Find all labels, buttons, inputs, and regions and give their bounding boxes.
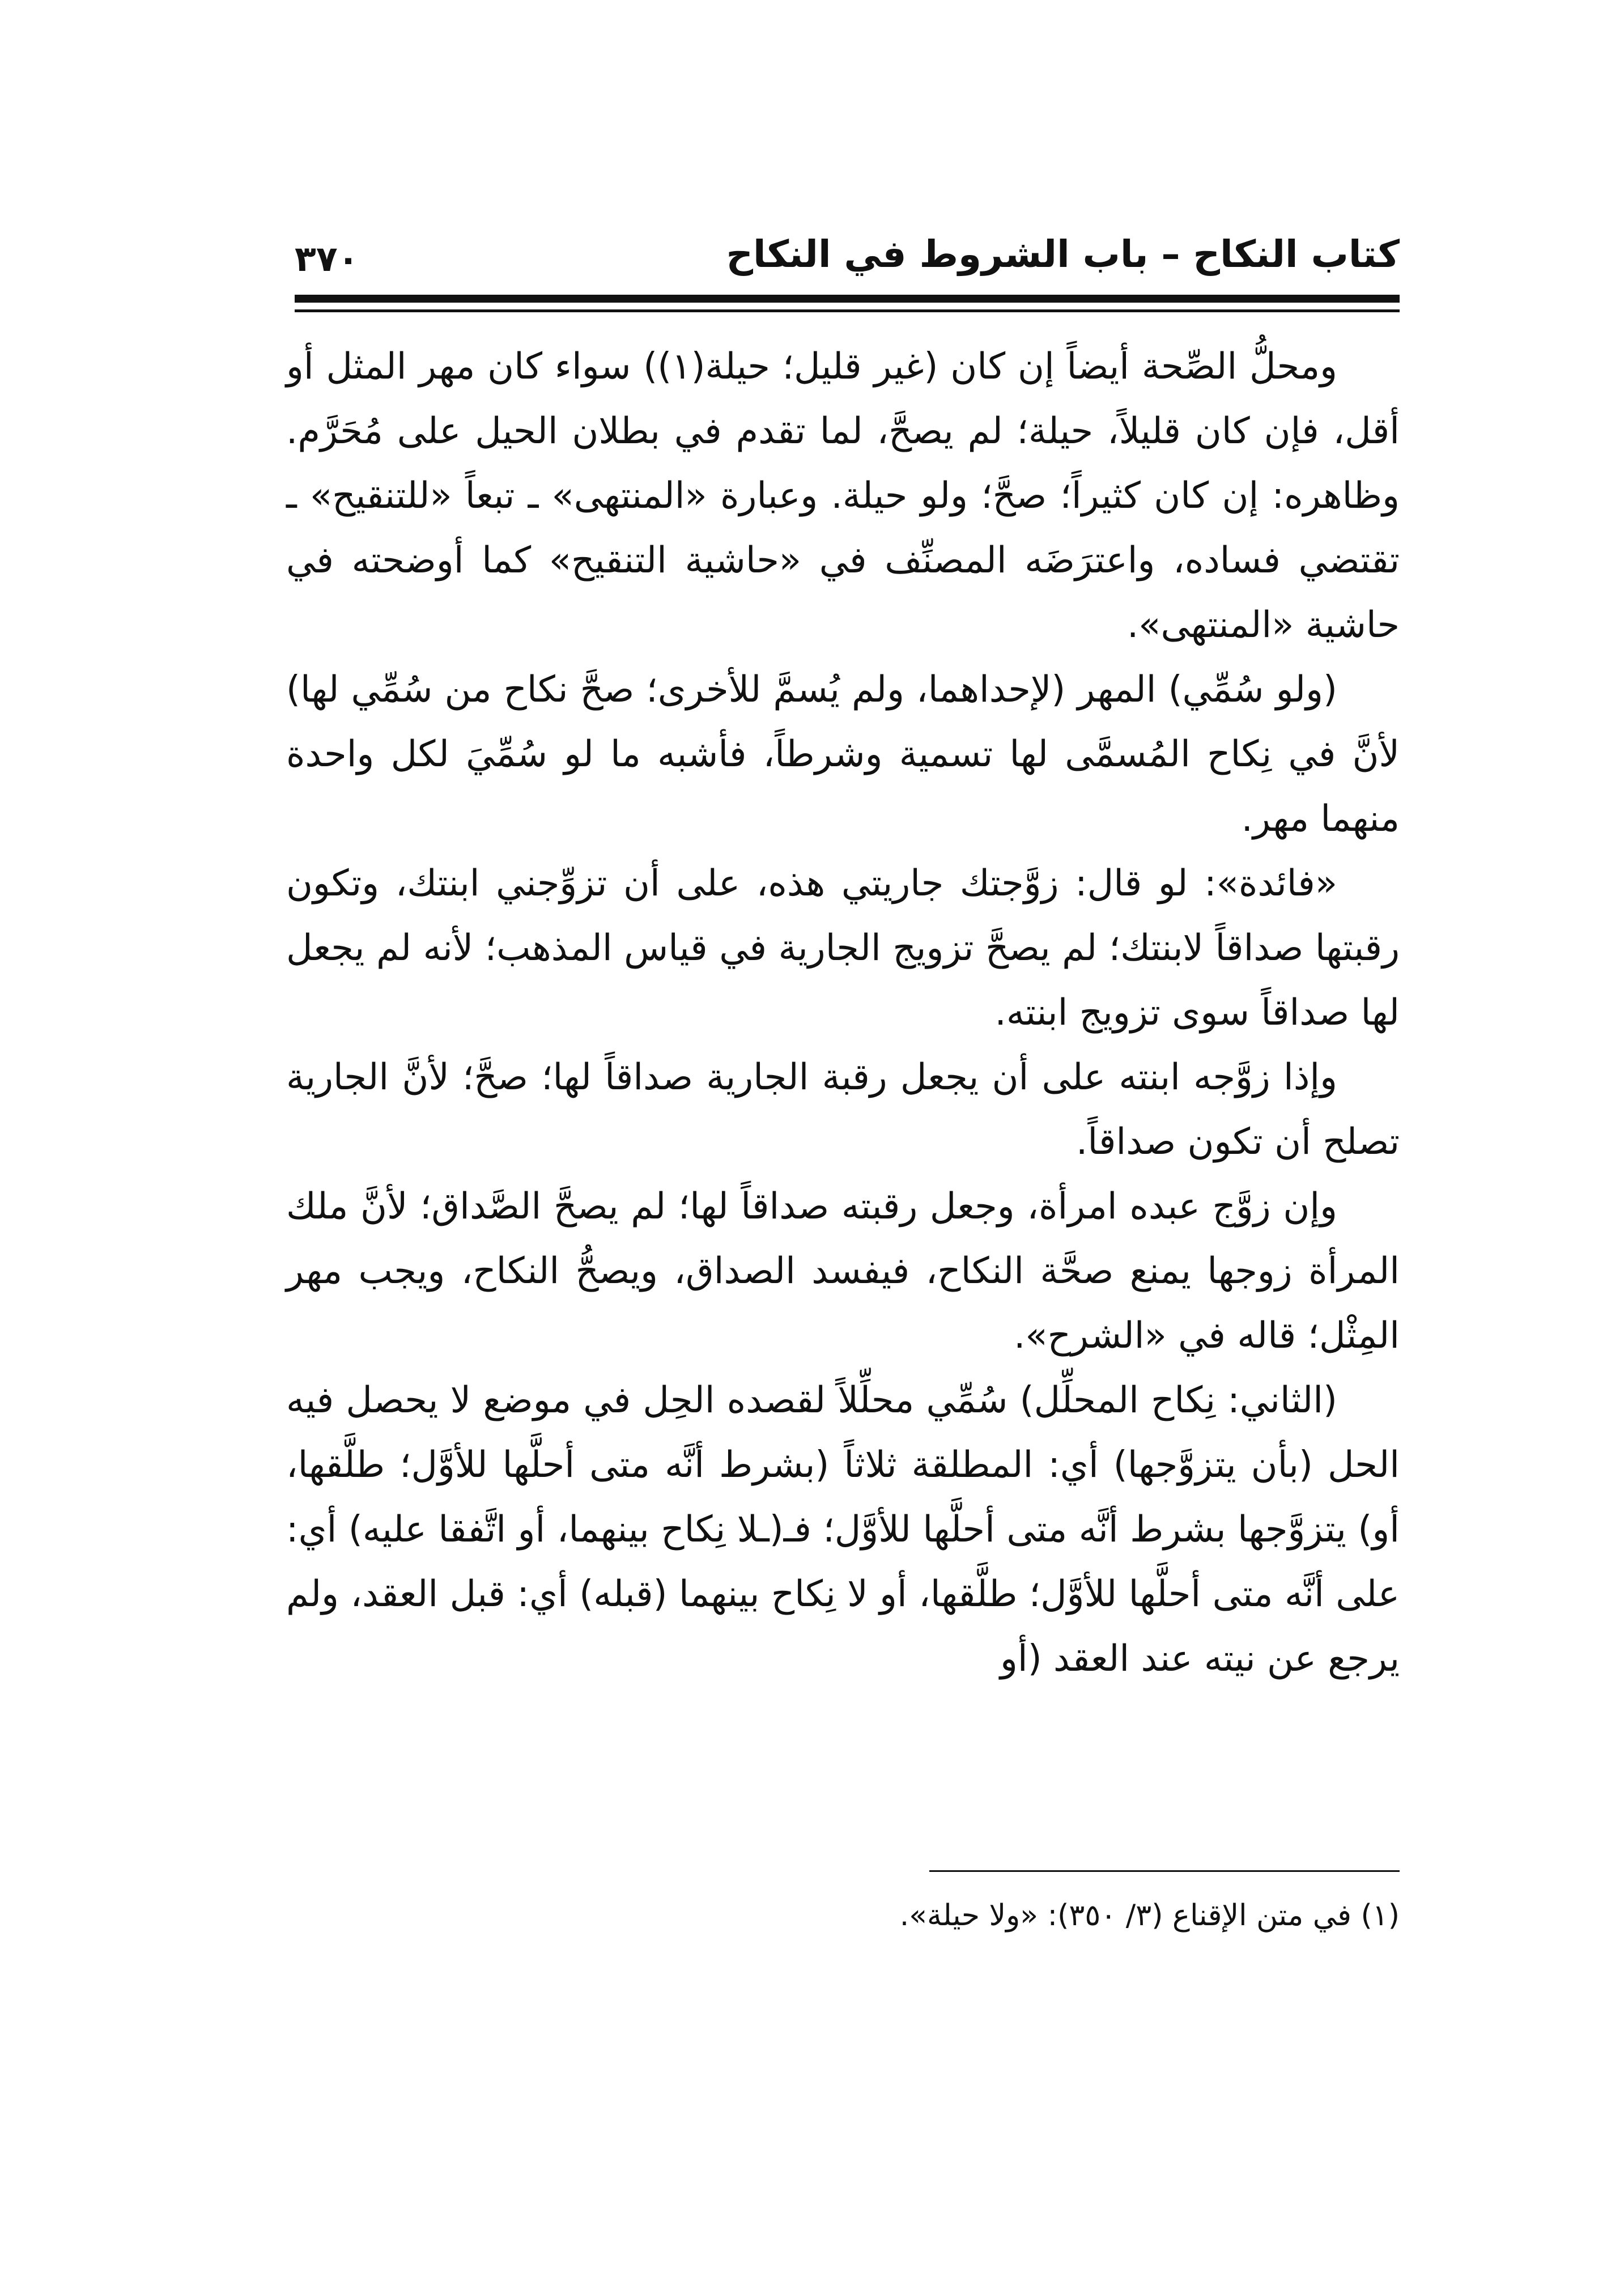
main-text bbox=[286, 334, 1400, 1691]
paragraph: وإن زوَّج عبده امرأة، وجعل رقبته صداقاً لها؛ لم يصحَّ الصَّداق؛ لأنَّ ملك المرأة زوجها يمنع صحَّة النكاح، فيفسد الصداق، ويصحُّ النكاح، ويجب مهر المِثْل؛ قاله في «الشرح». bbox=[286, 1186, 1400, 1357]
footnote: (١) في متن الإقناع (٣/ ٣٥٠): «ولا حيلة». bbox=[899, 1899, 1400, 1933]
paragraph: (الثاني: نِكاح المحلِّل) سُمِّي محلِّلاً لقصده الحِل في موضع لا يحصل فيه الحل (بأن يتزوَّجها) أي: المطلقة ثلاثاً (بشرط أنَّه متى أحلَّها للأوَّل؛ طلَّقها، أو) يتزوَّجها بشرط أنَّه متى أحلَّها للأوَّل؛ فـ(ـلا نِكاح بينهما، أو اتَّفقا عليه) أي: على أنَّه متى أحلَّها للأوَّل؛ طلَّقها، أو لا نِكاح بينهما (قبله) أي: قبل العقد، ولم يرجع عن نيته عند العقد (أو bbox=[286, 1379, 1400, 1680]
header-rule-thin bbox=[295, 309, 1400, 312]
footnote-divider bbox=[929, 1870, 1400, 1872]
paragraph: (ولو سُمِّي) المهر (لإحداهما، ولم يُسمَّ للأخرى؛ صحَّ نكاح من سُمِّي لها) لأنَّ في نِكاح المُسمَّى لها تسمية وشرطاً، فأشبه ما لو سُمِّيَ لكل واحدة منهما مهر. bbox=[286, 669, 1400, 840]
paragraph: «فائدة»: لو قال: زوَّجتك جاريتي هذه، على أن تزوِّجني ابنتك، وتكون رقبتها صداقاً لابنتك؛ لم يصحَّ تزويج الجارية في قياس المذهب؛ لأنه لم يجعل لها صداقاً سوى تزويج ابنته. bbox=[286, 863, 1400, 1034]
page-header bbox=[295, 227, 1400, 289]
paragraph: ومحلُّ الصِّحة أيضاً إن كان (غير قليل؛ حيلة(١)) سواء كان مهر المثل أو أقل، فإن كان قليلاً، حيلة؛ لم يصحَّ، لما تقدم في بطلان الحيل على مُحَرَّم. وظاهره: إن كان كثيراً؛ صحَّ؛ ولو حيلة. وعبارة «المنتهى» ـ تبعاً «للتنقيح» ـ تقتضي فساده، واعترَضَه المصنِّف في «حاشية التنقيح» كما أوضحته في حاشية «المنتهى». bbox=[286, 346, 1400, 646]
running-title: كتاب النكاح – باب الشروط في النكاح bbox=[726, 232, 1400, 276]
page-number: ٣٧٠ bbox=[295, 238, 359, 279]
header-rule-thick bbox=[295, 295, 1400, 303]
paragraph: وإذا زوَّجه ابنته على أن يجعل رقبة الجارية صداقاً لها؛ صحَّ؛ لأنَّ الجارية تصلح أن تكون صداقاً. bbox=[286, 1056, 1400, 1163]
